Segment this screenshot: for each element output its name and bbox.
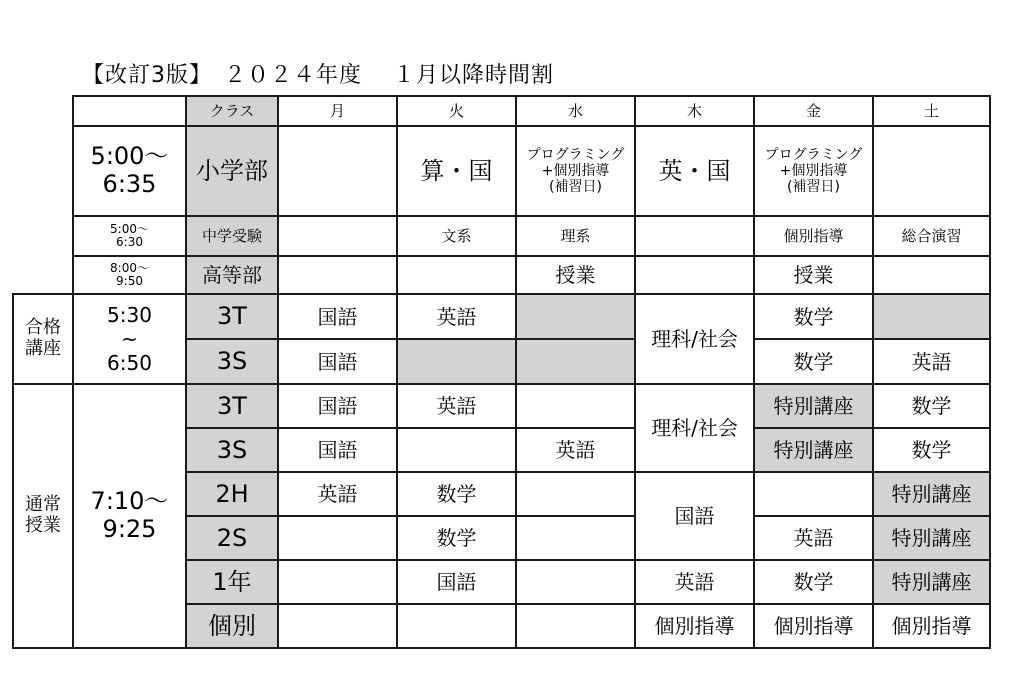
goukaku-3s-fri: 数学 [754, 339, 873, 384]
juken-fri: 個別指導 [754, 216, 873, 256]
tsujo-1-wed [516, 560, 635, 604]
tsujo-2s-fri: 英語 [754, 516, 873, 560]
tsujo-1-thu: 英語 [635, 560, 754, 604]
tsujo-time: 7:10～ 9:25 [73, 384, 186, 648]
high-sat [873, 256, 990, 294]
tsujo-1-tue: 国語 [397, 560, 516, 604]
header-sat: 土 [873, 96, 990, 126]
tsujo-class-2h: 2H [186, 472, 278, 516]
goukaku-label: 合格 講座 [13, 294, 73, 384]
header-wed: 水 [516, 96, 635, 126]
goukaku-3s-wed [516, 339, 635, 384]
goukaku-class-3t: 3T [186, 294, 278, 339]
tsujo-class-3t: 3T [186, 384, 278, 428]
elementary-wed: プログラミング +個別指導 (補習日) [516, 126, 635, 216]
juken-sat: 総合演習 [873, 216, 990, 256]
high-wed: 授業 [516, 256, 635, 294]
tsujo-k-thu: 個別指導 [635, 604, 754, 648]
corner-blank [13, 96, 73, 126]
goukaku-thu: 理科/社会 [635, 294, 754, 384]
juken-tue: 文系 [397, 216, 516, 256]
high-mon [278, 256, 397, 294]
juken-class: 中学受験 [186, 216, 278, 256]
tsujo-3s-tue [397, 428, 516, 472]
tsujo-class-2s: 2S [186, 516, 278, 560]
goukaku-3s-sat: 英語 [873, 339, 990, 384]
goukaku-3t-fri: 数学 [754, 294, 873, 339]
juken-thu [635, 216, 754, 256]
tsujo-k-mon [278, 604, 397, 648]
tsujo-3s-sat: 数学 [873, 428, 990, 472]
juken-time: 5:00～ 6:30 [73, 216, 186, 256]
goukaku-3t-sat [873, 294, 990, 339]
tsujo-2s-wed [516, 516, 635, 560]
tsujo-2s-tue: 数学 [397, 516, 516, 560]
elementary-thu: 英・国 [635, 126, 754, 216]
blank-left [13, 216, 73, 256]
tsujo-1-sat: 特別講座 [873, 560, 990, 604]
tsujo-k-sat: 個別指導 [873, 604, 990, 648]
page-title: 【改訂3版】 ２０２４年度 １月以降時間割 [82, 63, 554, 88]
tsujo-3s-fri: 特別講座 [754, 428, 873, 472]
goukaku-3s-tue [397, 339, 516, 384]
tsujo-3s-wed: 英語 [516, 428, 635, 472]
goukaku-time: 5:30 ~ 6:50 [73, 294, 186, 384]
tsujo-2h-fri [754, 472, 873, 516]
blank-left [13, 126, 73, 216]
header-mon: 月 [278, 96, 397, 126]
tsujo-3s-mon: 国語 [278, 428, 397, 472]
goukaku-3t-tue: 英語 [397, 294, 516, 339]
tsujo-k-tue [397, 604, 516, 648]
tsujo-2h-wed [516, 472, 635, 516]
header-class: クラス [186, 96, 278, 126]
juken-wed: 理系 [516, 216, 635, 256]
tsujo-k-fri: 個別指導 [754, 604, 873, 648]
header-fri: 金 [754, 96, 873, 126]
high-thu [635, 256, 754, 294]
goukaku-3t-mon: 国語 [278, 294, 397, 339]
header-time [73, 96, 186, 126]
tsujo-3t-mon: 国語 [278, 384, 397, 428]
goukaku-class-3s: 3S [186, 339, 278, 384]
timetable [12, 95, 991, 649]
tsujo-thu-2: 国語 [635, 472, 754, 560]
tsujo-3t-sat: 数学 [873, 384, 990, 428]
high-time: 8:00～ 9:50 [73, 256, 186, 294]
tsujo-class-kobetsu: 個別 [186, 604, 278, 648]
tsujo-class-3s: 3S [186, 428, 278, 472]
high-tue [397, 256, 516, 294]
high-fri: 授業 [754, 256, 873, 294]
tsujo-2s-sat: 特別講座 [873, 516, 990, 560]
elementary-fri: プログラミング +個別指導 (補習日) [754, 126, 873, 216]
blank-left [13, 256, 73, 294]
elementary-sat [873, 126, 990, 216]
tsujo-1-mon [278, 560, 397, 604]
elementary-time: 5:00～ 6:35 [73, 126, 186, 216]
tsujo-2h-sat: 特別講座 [873, 472, 990, 516]
tsujo-3t-wed [516, 384, 635, 428]
tsujo-3t-fri: 特別講座 [754, 384, 873, 428]
elementary-mon [278, 126, 397, 216]
tsujo-2h-tue: 数学 [397, 472, 516, 516]
tsujo-2h-mon: 英語 [278, 472, 397, 516]
goukaku-3t-wed [516, 294, 635, 339]
elementary-class: 小学部 [186, 126, 278, 216]
tsujo-label: 通常 授業 [13, 384, 73, 648]
header-tue: 火 [397, 96, 516, 126]
tsujo-3t-tue: 英語 [397, 384, 516, 428]
tsujo-k-wed [516, 604, 635, 648]
tsujo-class-1: 1年 [186, 560, 278, 604]
header-thu: 木 [635, 96, 754, 126]
tsujo-1-fri: 数学 [754, 560, 873, 604]
tsujo-2s-mon [278, 516, 397, 560]
goukaku-3s-mon: 国語 [278, 339, 397, 384]
elementary-tue: 算・国 [397, 126, 516, 216]
tsujo-thu-3: 理科/社会 [635, 384, 754, 472]
juken-mon [278, 216, 397, 256]
high-class: 高等部 [186, 256, 278, 294]
